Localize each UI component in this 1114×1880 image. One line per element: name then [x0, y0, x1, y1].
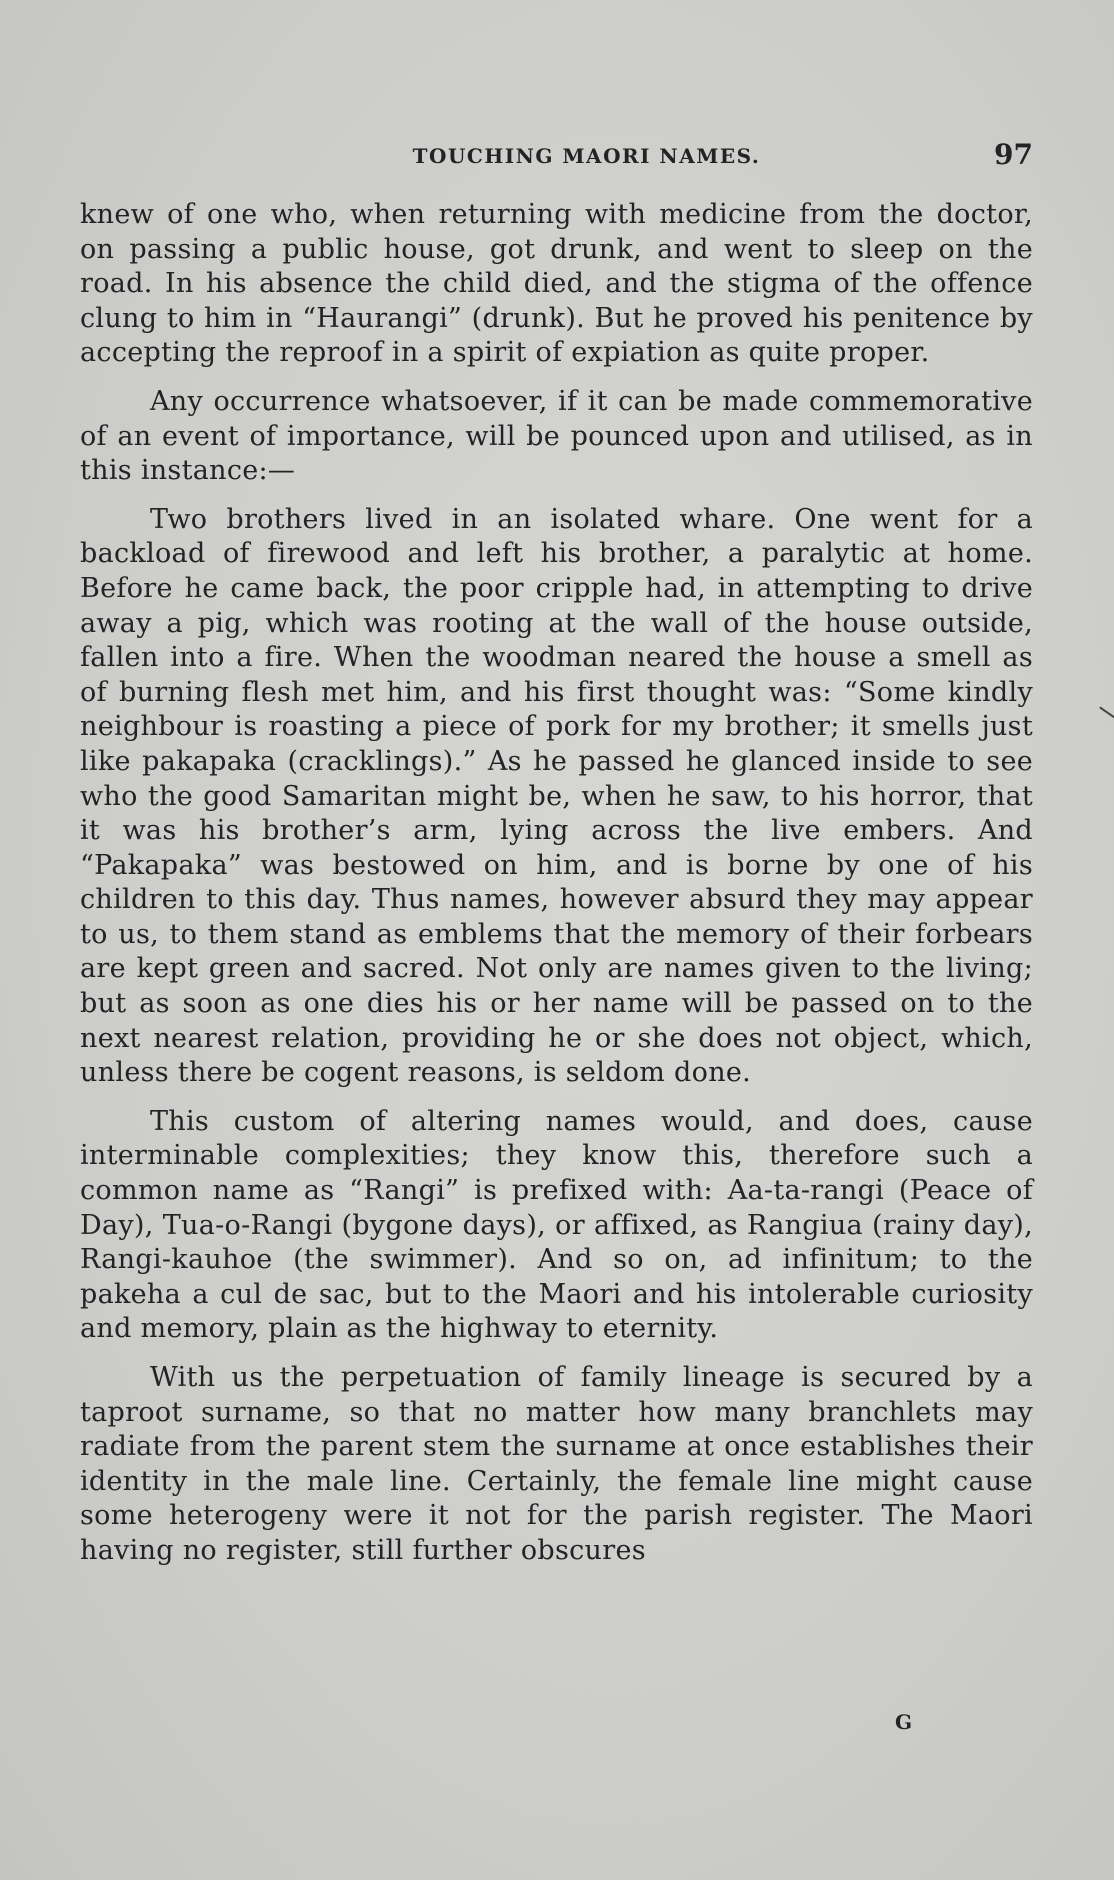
body-text — [80, 198, 1033, 1569]
header-title: TOUCHING MAORI NAMES. — [412, 144, 761, 168]
paragraph-two-brothers: Two brothers lived in an isolated whare. One went for a backload of firewood and left his brother, a paralytic at home. Before he came back, the poor cripple had, in attempting to drive away a pig, which was rooting at the wall of the house outside, fallen into a fire. When the woodman neared the house a smell as of burning flesh met him, and his first thought was: “Some kindly neighbour is roasting a piece of pork for my brother; it smells just like pakapaka (cracklings).” As he passed he glanced inside to see who the good Samaritan might be, when he saw, to his horror, that it was his brother’s arm, lying across the live embers. And “Pakapaka” was bestowed on him, and is borne by one of his children to this day. Thus names, however absurd they may appear to us, to them stand as emblems that the memory of their forbears are kept green and sacred. Not only are names given to the living; but as soon as one dies his or her name will be passed on to the next nearest relation, providing he or she does not object, which, unless there be cogent reasons, is seldom done. — [80, 503, 1033, 1089]
paragraph-family-lineage: With us the perpetuation of family lineage is secured by a taproot surname, so that no matter how many branchlets may radiate from the parent stem the surname at once establishes their identity in the male line. Certainly, the female line might cause some heterogeny were it not for the parish register. The Maori having no register, still further obscures — [80, 1362, 1033, 1566]
paragraph-continuation: knew of one who, when returning with medicine from the doctor, on passing a public house, got drunk, and went to sleep on the road. In his absence the child died, and the stigma of the offence clung to him in “Haurangi” (drunk). But he proved his penitence by accepting the reproof in a spirit of expiation as quite proper. — [80, 199, 1033, 369]
margin-pencil-mark — [1099, 706, 1114, 719]
paragraph-altering-names: This custom of altering names would, and does, cause interminable complexities; they know this, therefore such a common name as “Rangi” is prefixed with: Aa-ta-rangi (Peace of Day), Tua-o-Rangi (bygone days), or affixed, as Rangiua (rainy day), Rangi-kauhoe (the swimmer). And so on, ad infinitum; to the pakeha a cul de sac, but to the Maori and his intolerable curiosity and memory, plain as the highway to eternity. — [80, 1105, 1033, 1345]
running-header — [80, 140, 1033, 180]
book-page — [80, 140, 1033, 1583]
signature-mark: G — [895, 1710, 913, 1734]
page-number: 97 — [994, 138, 1033, 171]
paragraph-occurrence: Any occurrence whatsoever, if it can be made commemorative of an event of importance, will be pounced upon and utilised, as in this instance:— — [80, 385, 1033, 487]
